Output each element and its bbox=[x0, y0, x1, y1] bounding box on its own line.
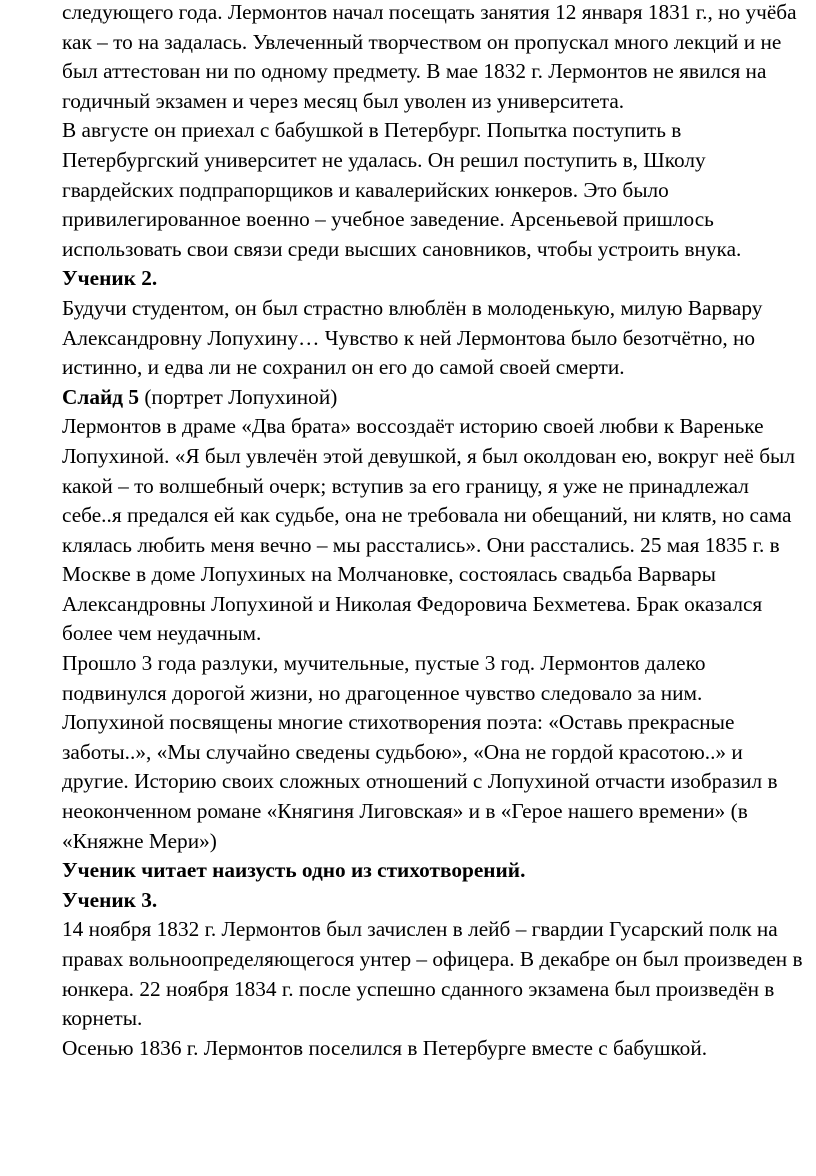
slide-5-label: Слайд 5 bbox=[62, 384, 139, 409]
slide-5-note: (портрет Лопухиной) bbox=[139, 384, 338, 409]
heading-student-2: Ученик 2. bbox=[62, 266, 158, 291]
heading-student-3: Ученик 3. bbox=[62, 887, 158, 912]
paragraph-autumn-1836: Осенью 1836 г. Лермонтов поселился в Петербурге вместе с бабушкой. bbox=[62, 1035, 708, 1060]
heading-student-recites: Ученик читает наизусть одно из стихотворений. bbox=[62, 858, 526, 883]
paragraph-separation: Прошло 3 года разлуки, мучительные, пустые 3 год. Лермонтов далеко подвинулся дорогой жизни, но драгоценное чувство следовало за ним. Лопухиной посвящены многие стихотворения поэта: «Оставь прекрасные заботы..», «Мы случайно сведены судьбою», «Она не гордой красотою..» и другие. Историю своих сложных отношений с Лопухиной отчасти изобразил в неоконченном романе «Княгиня Лиговская» и в «Герое нашего времени» (в «Княжне Мери») bbox=[62, 651, 778, 853]
paragraph-hussar-regiment: 14 ноября 1832 г. Лермонтов был зачислен в лейб – гвардии Гусарский полк на правах вольноопределяющегося унтер – офицера. В декабре он был произведен в юнкера. 22 ноября 1834 г. после успешно сданного экзамена был произведён в корнеты. bbox=[62, 917, 803, 1031]
document-body bbox=[62, 0, 804, 1063]
paragraph-university: следующего года. Лермонтов начал посещать занятия 12 января 1831 г., но учёба как – то на задалась. Увлеченный творчеством он пропускал много лекций и не был аттестован ни по одному предмету. В мае 1832 г. Лермонтов не явился на годичный экзамен и через месяц был уволен из университета. bbox=[62, 0, 797, 113]
paragraph-two-brothers: Лермонтов в драме «Два брата» воссоздаёт историю своей любви к Вареньке Лопухиной. «Я был увлечён этой девушкой, я был околдован ею, вокруг неё был какой – то волшебный очерк; вступив за его границу, я уже не принадлежал себе..я предался ей как судьбе, она не требовала ни обещаний, ни клятв, но сама клялась любить меня вечно – мы расстались». Они расстались. 25 мая 1835 г. в Москве в доме Лопухиных на Молчановке, состоялась свадьба Варвары Александровны Лопухиной и Николая Федоровича Бехметева. Брак оказался более чем неудачным. bbox=[62, 414, 795, 646]
paragraph-lopukhina-love: Будучи студентом, он был страстно влюблён в молоденькую, милую Варвару Александровну Лопухину… Чувство к ней Лермонтова было безотчётно, но истинно, и едва ли не сохранил он его до самой своей смерти. bbox=[62, 295, 763, 380]
slide-5-line bbox=[62, 383, 804, 413]
paragraph-petersburg: В августе он приехал с бабушкой в Петербург. Попытка поступить в Петербургский университет не удалась. Он решил поступить в, Школу гвардейских подпрапорщиков и кавалерийских юнкеров. Это было привилегированное военно – учебное заведение. Арсеньевой пришлось использовать свои связи среди высших сановников, чтобы устроить внука. bbox=[62, 118, 742, 261]
